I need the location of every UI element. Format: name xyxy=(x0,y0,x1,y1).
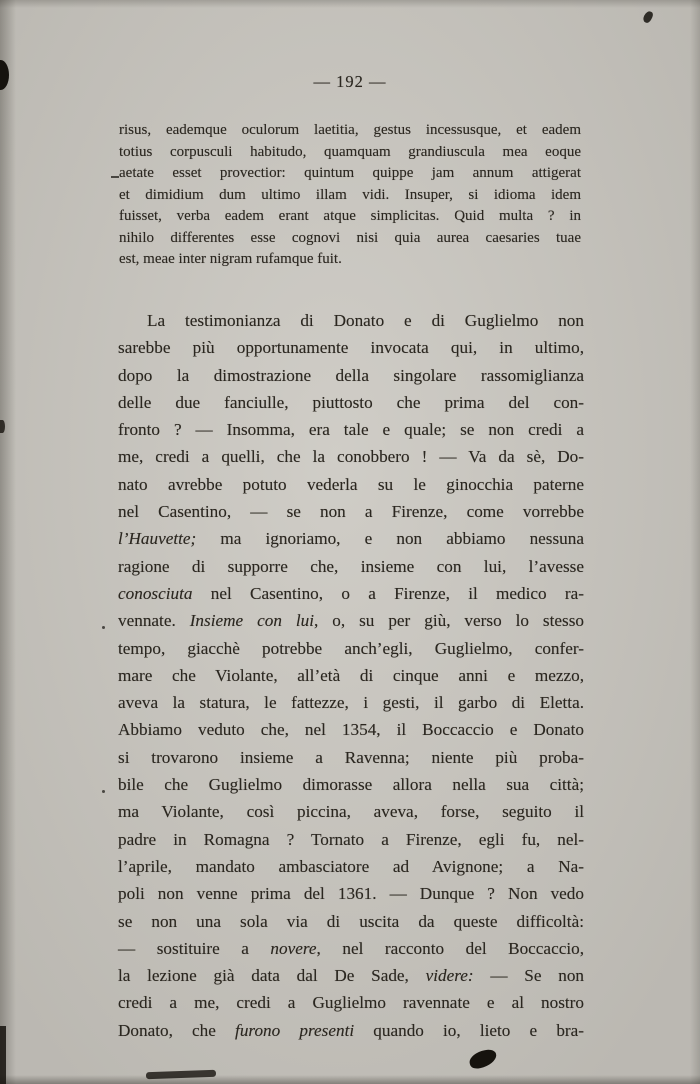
text-line xyxy=(118,689,584,716)
text-line xyxy=(118,389,584,416)
text-run: fuisset, verba eadem erant atque simplicitas. Quid multa ? in xyxy=(119,208,581,224)
text-line xyxy=(118,525,584,552)
text-line xyxy=(118,826,584,853)
text-run: ragione di supporre che, insieme con lui, l’avesse xyxy=(118,556,584,576)
text-run: aetate esset provectior: quintum quippe jam annum attigerat xyxy=(119,165,581,181)
text-run: Abbiamo veduto che, nel 1354, il Boccaccio e Donato xyxy=(118,720,584,740)
text-line xyxy=(118,935,584,962)
text-run: Donato, che xyxy=(118,1020,236,1040)
text-run: me, credi a quelli, che la conobbero ! — Va da sè, Do- xyxy=(118,447,584,467)
text-line xyxy=(118,553,584,580)
text-run: et dimidium dum ultimo illam vidi. Insuper, si idioma idem xyxy=(119,186,581,203)
scan-artifact xyxy=(467,1047,499,1071)
text-run: risus, eademque oculorum laetitia, gestus incessusque, et eadem xyxy=(119,122,581,138)
latin-quotation-block xyxy=(119,120,581,271)
text-run: nel Casentino, o a Firenze, il medico ra- xyxy=(192,583,584,603)
text-run: vennate. xyxy=(118,611,190,631)
text-line xyxy=(118,771,584,798)
text-run: si trovarono insieme a Ravenna; niente più proba- xyxy=(118,747,584,767)
text-run: ma Violante, così piccina, aveva, forse, seguito il xyxy=(118,802,584,822)
text-run: — sostituire a xyxy=(118,938,271,958)
text-line xyxy=(118,853,584,880)
text-run: , nel racconto del Boccaccio, xyxy=(316,938,584,958)
scan-artifact xyxy=(102,790,105,793)
text-run: tempo, giacchè potrebbe anch’egli, Guglielmo, confer- xyxy=(118,638,584,658)
text-run: sarebbe più opportunamente invocata qui, in ultimo, xyxy=(118,338,584,358)
text-line xyxy=(118,662,584,689)
text-line xyxy=(118,962,584,989)
italic-text-run: Insieme con lui xyxy=(189,611,315,631)
scan-edge-shadow-top xyxy=(0,0,700,8)
text-line xyxy=(118,362,584,389)
text-line xyxy=(118,989,584,1016)
text-run: totius corpusculi habitudo, quamquam grandiuscula mea eoque xyxy=(119,143,581,160)
text-line xyxy=(119,228,581,250)
text-line xyxy=(118,798,584,825)
scan-edge-shadow-left xyxy=(0,0,16,1084)
text-line xyxy=(118,607,584,634)
text-run: padre in Romagna ? Tornato a Firenze, egli fu, nel- xyxy=(118,829,584,849)
scan-artifact xyxy=(146,1070,216,1079)
text-line xyxy=(118,880,584,907)
text-line xyxy=(118,635,584,662)
italic-text-run: l’Hauvette; xyxy=(118,529,197,549)
italic-text-run: furono presenti xyxy=(235,1020,355,1040)
text-line xyxy=(118,307,584,334)
text-run: l’aprile, mandato ambasciatore ad Avignone; a Na- xyxy=(118,856,584,876)
italic-text-run: videre: xyxy=(425,966,474,986)
text-run: la lezione già data dal De Sade, xyxy=(118,966,426,986)
italic-text-run: novere xyxy=(270,938,317,958)
text-run: poli non venne prima del 1361. — Dunque ? Non vedo xyxy=(118,884,584,904)
scan-artifact xyxy=(111,176,119,178)
text-run: dopo la dimostrazione della singolare rassomiglianza xyxy=(118,365,584,385)
scan-artifact xyxy=(642,10,654,24)
text-line xyxy=(118,908,584,935)
scan-edge-shadow-right xyxy=(690,0,700,1084)
text-line xyxy=(118,744,584,771)
text-run: fronto ? — Insomma, era tale e quale; se non credi a xyxy=(118,420,584,440)
text-line xyxy=(118,498,584,525)
text-line xyxy=(119,142,581,164)
text-line xyxy=(118,416,584,443)
scan-artifact xyxy=(102,626,105,629)
text-line xyxy=(118,1017,584,1044)
text-run: La testimonianza di Donato e di Guglielmo non xyxy=(147,311,584,330)
scan-artifact xyxy=(0,1026,6,1084)
text-line xyxy=(119,206,581,228)
text-run: mare che Violante, all’età di cinque anni e mezzo, xyxy=(118,665,584,685)
text-line xyxy=(119,249,581,271)
text-run: bile che Guglielmo dimorasse allora nella sua città; xyxy=(118,775,584,795)
scan-artifact xyxy=(0,420,5,433)
text-run: , o, su per giù, verso lo stesso xyxy=(314,611,584,631)
text-run: se non una sola via di uscita da queste difficoltà: xyxy=(118,911,584,931)
text-line xyxy=(118,580,584,607)
text-run: est, meae inter nigram rufamque fuit. xyxy=(119,251,342,267)
text-run: — Se non xyxy=(473,966,585,986)
text-run: credi a me, credi a Guglielmo ravennate e al nostro xyxy=(118,993,584,1013)
page-number: — 192 — xyxy=(313,72,387,91)
body-paragraph xyxy=(118,307,584,1044)
text-run: quando io, lieto e bra- xyxy=(354,1020,584,1040)
text-run: nato avrebbe potuto vederla su le ginocchia paterne xyxy=(118,474,584,494)
italic-text-run: conosciuta xyxy=(118,583,193,603)
text-run: delle due fanciulle, piuttosto che prima del con- xyxy=(118,392,584,412)
text-line xyxy=(119,163,581,185)
text-line xyxy=(118,716,584,743)
scan-edge-shadow-bottom xyxy=(0,1075,700,1084)
text-line xyxy=(118,334,584,361)
text-run: nel Casentino, — se non a Firenze, come vorrebbe xyxy=(118,502,584,522)
text-line xyxy=(119,120,581,142)
text-line xyxy=(119,185,581,207)
text-line xyxy=(118,471,584,498)
text-run: nihilo differentes esse cognovi nisi quia aurea caesaries tuae xyxy=(119,229,581,246)
text-line xyxy=(118,443,584,470)
text-run: ma ignoriamo, e non abbiamo nessuna xyxy=(196,529,584,549)
text-run: aveva la statura, le fattezze, i gesti, il garbo di Eletta. xyxy=(118,693,584,713)
